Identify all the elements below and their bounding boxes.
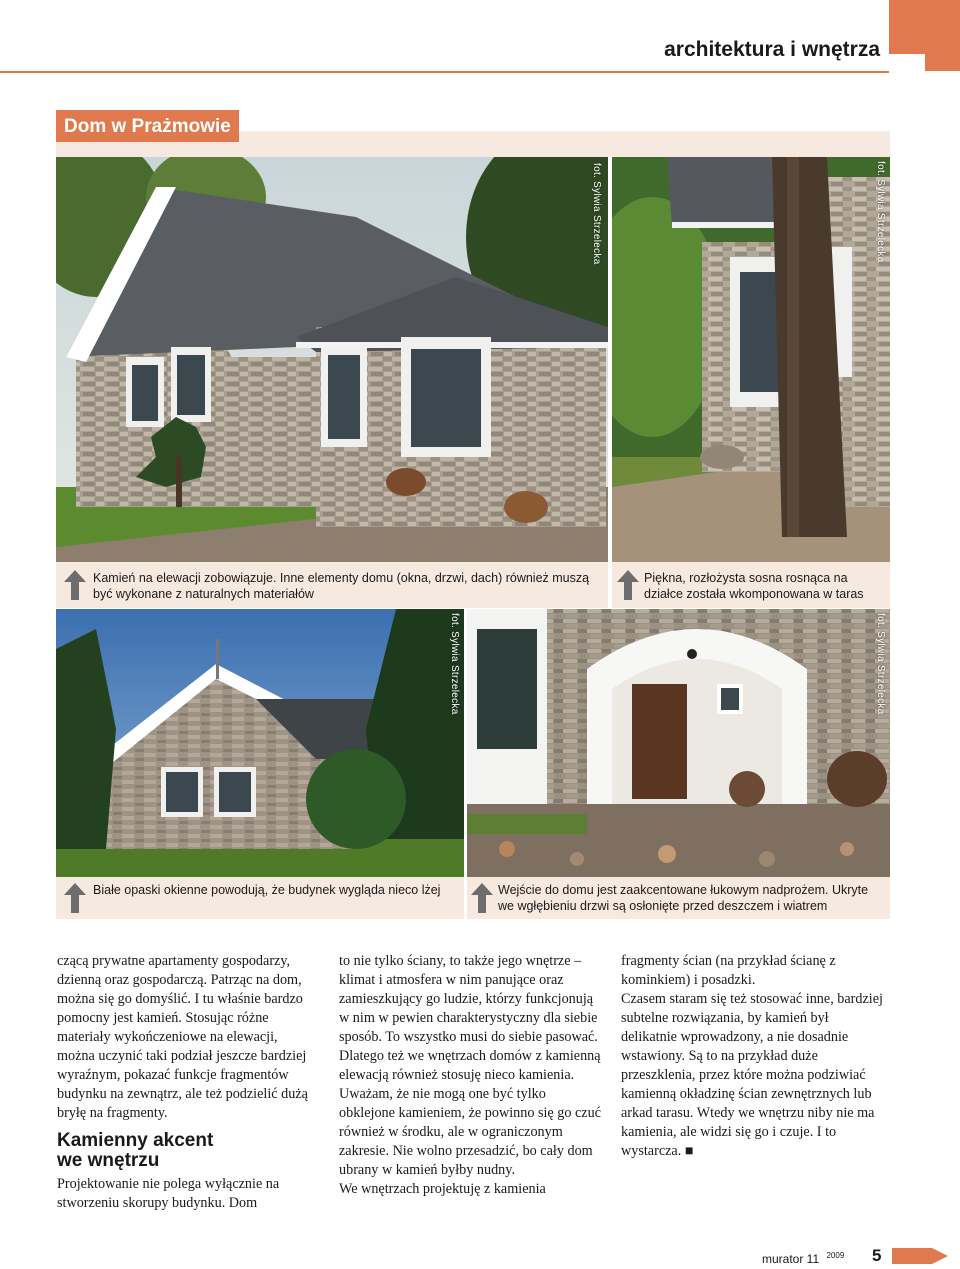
subheading-line: we wnętrzu — [57, 1150, 160, 1171]
photo-credit: fot. Sylwia Strzelecka — [449, 613, 460, 715]
body-paragraph: Projektowanie nie polega wyłącznie na stworzeniu skorupy budynku. Dom — [57, 1176, 280, 1211]
photo-arched-entrance — [467, 609, 890, 877]
body-paragraph: to nie tylko ściany, to także jego wnętrze – klimat i atmosfera w nim panujące oraz zamieszkujący go ludzie, którzy funkcjonują w nim w pewien charakterystyczny dla siebie sposób. To wszystko musi do siebie pasować. Dlatego też we wnętrzach domów z kamienną elewacją również stosuję nieco kamienia. Uważam, że nie mogą one być tylko obklejone kamieniem, że powinno się go czuć również w środku, ale w ograniczonym zakresie. Nie wolno przesadzić, bo cały dom ubrany w kamień byłby nudny. — [339, 953, 601, 1178]
photo-caption: Wejście do domu jest zaakcentowane łukowym nadprożem. Ukryte we wgłębieniu drzwi są osłonięte przed deszczem i wiatrem — [498, 883, 869, 913]
photo-credit: fot. Sylwia Strzelecka — [875, 161, 886, 263]
corner-square — [889, 54, 925, 90]
photo-house-front — [56, 157, 608, 562]
up-arrow-icon — [64, 570, 86, 605]
body-paragraph: Czasem staram się też stosować inne, bardziej subtelne rozwiązania, by kamień był delikatnie wprowadzony, a nie dosadnie wstawiony. Są to na przykład duże przeszklenia, przez które można podziwiać kamienną okładzinę ścian zewnętrznych lub arkad tarasu. Wtedy we wnętrzu niby nie ma kamienia, ale widzi się go i czuje. I to wystarcza. ■ — [621, 991, 883, 1159]
body-paragraph: fragmenty ścian (na przykład ścianę z kominkiem) i posadzki. — [621, 953, 836, 988]
section-label: architektura i wnętrza — [664, 38, 880, 61]
up-arrow-icon — [617, 570, 639, 605]
article-title: Dom w Prażmowie — [56, 110, 239, 142]
subheading-line: Kamienny akcent — [57, 1130, 214, 1151]
body-paragraph: We wnętrzach projektuję z kamienia — [339, 1181, 546, 1197]
up-arrow-icon — [471, 883, 493, 918]
photo-pine-terrace — [612, 157, 890, 562]
subheading — [57, 1131, 315, 1171]
photo-caption: Piękna, rozłożysta sosna rosnąca na działce została wkomponowana w taras — [644, 571, 864, 601]
magazine-issue: murator 11 — [762, 1252, 820, 1266]
header-rule — [0, 71, 890, 73]
photo-caption: Kamień na elewacji zobowiązuje. Inne elementy domu (okna, drzwi, dach) również muszą być wykonane z naturalnych materiałów — [93, 571, 590, 601]
issue-year: 2009 — [826, 1251, 845, 1260]
photo-credit: fot. Sylwia Strzelecka — [591, 163, 602, 265]
footer-accent-bar — [892, 1248, 932, 1264]
text-column-1 — [57, 952, 315, 1213]
photo-house-side — [56, 609, 464, 877]
up-arrow-icon — [64, 883, 86, 918]
text-column-2 — [339, 952, 603, 1199]
page-number: 5 — [872, 1246, 882, 1265]
photo-credit: fot. Sylwia Strzelecka — [875, 613, 886, 715]
footer-accent-arrow — [932, 1248, 948, 1264]
footer-brand — [762, 1251, 844, 1266]
body-paragraph: czącą prywatne apartamenty gospodarzy, dzienną oraz gospodarczą. Patrząc na dom, można się go domyślić. I tu właśnie bardzo pomocny jest kamień. Stosując różne materiały wykończeniowe na elewacji, można uczynić taki podział jeszcze bardziej wyraźnym, pokazać funkcje fragmentów budynku na zewnątrz, ale też podzielić dużą bryłę na fragmenty. — [57, 953, 308, 1121]
photo-caption: Białe opaski okienne powodują, że budynek wygląda nieco lżej — [93, 883, 441, 897]
text-column-3 — [621, 952, 883, 1161]
